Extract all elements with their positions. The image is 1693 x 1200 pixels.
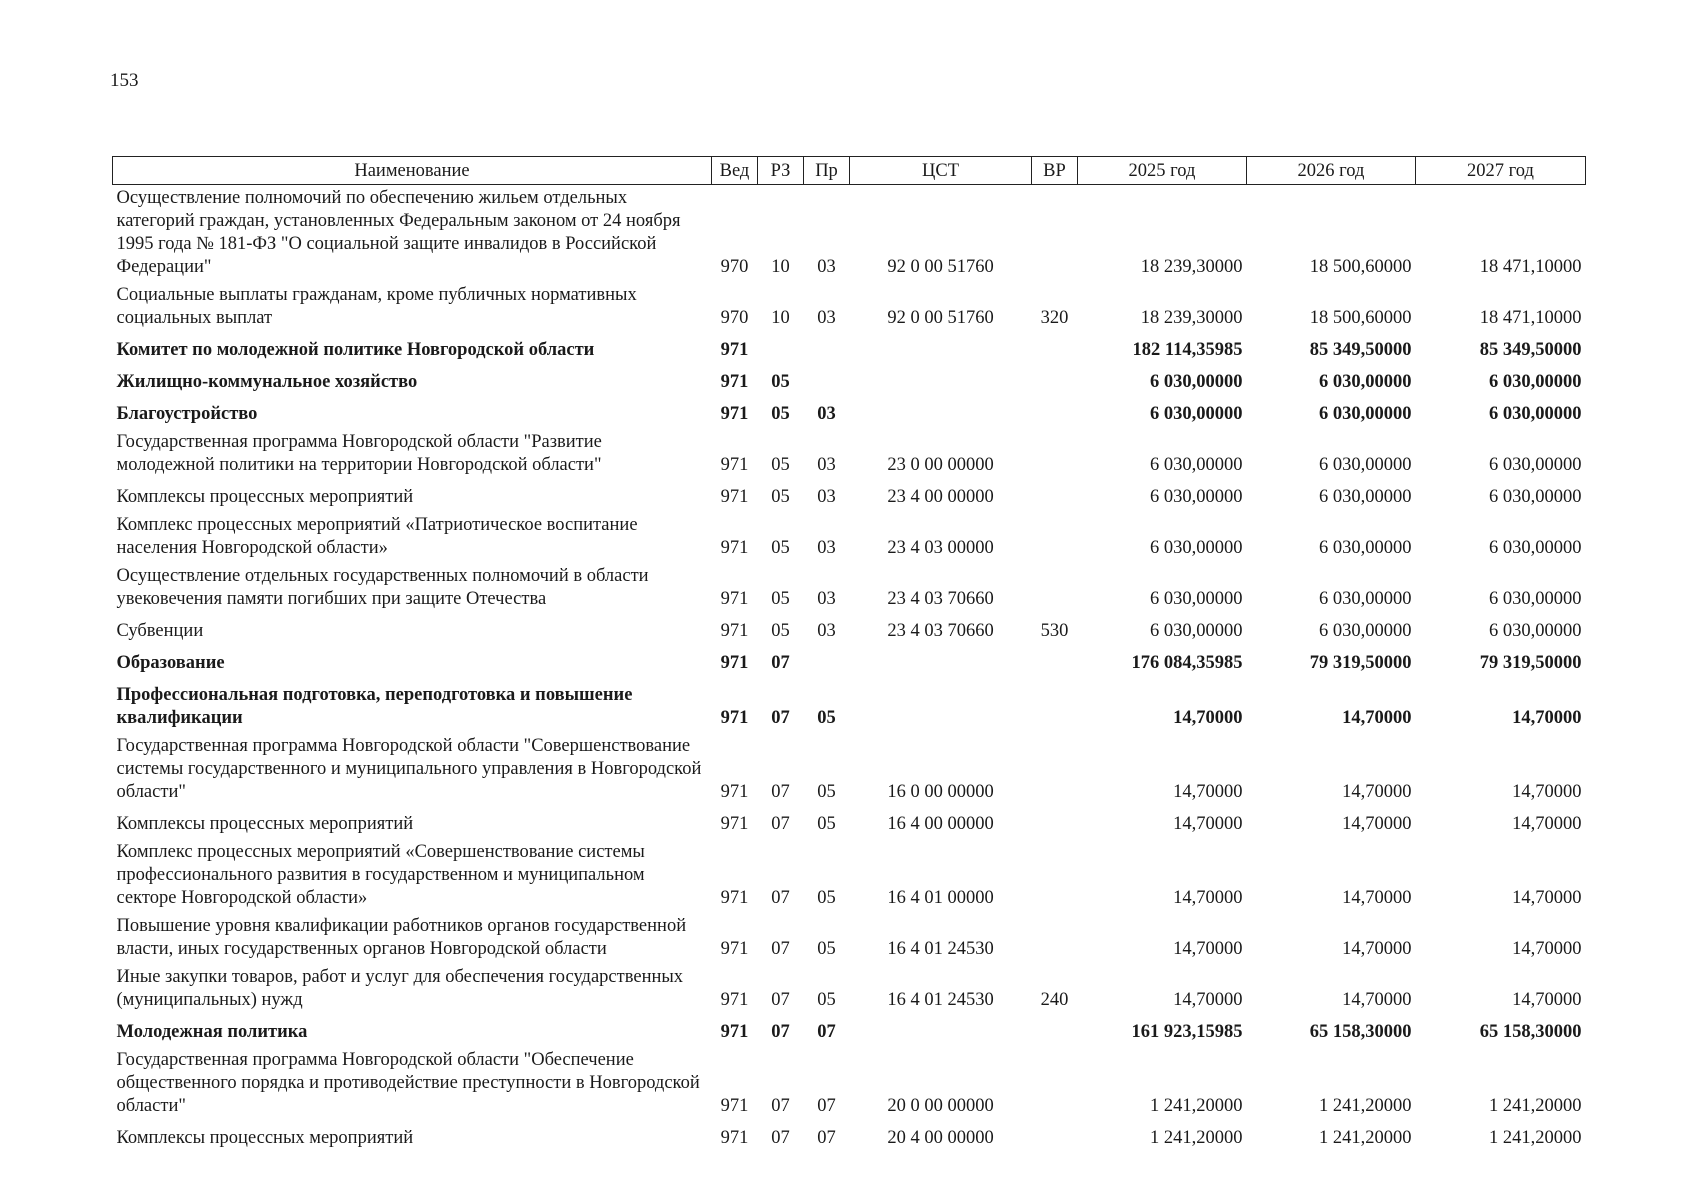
cell-2026: 1 241,20000 (1319, 1128, 1412, 1148)
cell-rz: 07 (771, 939, 790, 959)
cell-rz: 07 (771, 888, 790, 908)
table-row (113, 512, 1586, 563)
cell-name: Комитет по молодежной политике Новгородской области (116, 340, 595, 360)
cell-2027: 14,70000 (1512, 782, 1582, 802)
cell-2026: 6 030,00000 (1319, 372, 1412, 392)
cell-vr: 240 (1040, 990, 1069, 1010)
table-row (113, 964, 1586, 1015)
table-row (113, 480, 1586, 512)
cell-cst: 23 4 03 70660 (887, 589, 994, 609)
cell-2026: 6 030,00000 (1319, 621, 1412, 641)
cell-ved: 970 (720, 308, 749, 328)
cell-cst: 16 4 00 00000 (887, 814, 994, 834)
cell-pr: 05 (817, 782, 836, 802)
budget-table (112, 156, 1586, 1153)
cell-name: Повышение уровня квалификации работников органов государственной власти, иных государственных органов Новгородской области (116, 916, 687, 959)
cell-ved: 971 (720, 487, 749, 507)
header-name: Наименование (113, 157, 712, 185)
cell-2025: 182 114,35985 (1132, 340, 1243, 360)
table-row (113, 807, 1586, 839)
cell-ved: 971 (720, 455, 749, 475)
cell-name: Комплексы процессных мероприятий (116, 814, 414, 834)
cell-cst: 23 4 03 00000 (887, 538, 994, 558)
cell-name: Комплекс процессных мероприятий «Патриотическое воспитание населения Новгородской области» (116, 515, 638, 558)
table-row (113, 1015, 1586, 1047)
header-2026: 2026 год (1247, 157, 1416, 185)
table-row (113, 333, 1586, 365)
cell-rz: 07 (771, 814, 790, 834)
cell-2025: 18 239,30000 (1140, 257, 1243, 277)
cell-vr (1032, 333, 1078, 365)
cell-pr: 03 (817, 621, 836, 641)
cell-rz (758, 333, 804, 365)
cell-2025: 14,70000 (1173, 888, 1243, 908)
cell-2027: 65 158,30000 (1479, 1022, 1582, 1042)
cell-vr (1032, 839, 1078, 913)
header-cst: ЦСТ (850, 157, 1032, 185)
cell-name: Осуществление полномочий по обеспечению жильем отдельных категорий граждан, установленных Федеральным законом от 24 ноября 1995 года № 181-ФЗ "О социальной защите инвалидов в Российской Федерации" (116, 188, 681, 277)
cell-rz: 05 (771, 404, 790, 424)
header-2025: 2025 год (1078, 157, 1247, 185)
cell-2025: 18 239,30000 (1140, 308, 1243, 328)
cell-pr: 07 (817, 1096, 836, 1116)
cell-2025: 6 030,00000 (1150, 404, 1243, 424)
table-row (113, 282, 1586, 333)
cell-rz: 05 (771, 589, 790, 609)
cell-name: Профессиональная подготовка, переподготовка и повышение квалификации (116, 685, 633, 728)
table-row (113, 614, 1586, 646)
table-row (113, 646, 1586, 678)
cell-name: Социальные выплаты гражданам, кроме публичных нормативных социальных выплат (116, 285, 637, 328)
cell-pr: 03 (817, 487, 836, 507)
cell-2026: 79 319,50000 (1309, 653, 1412, 673)
header-pr: Пр (804, 157, 850, 185)
cell-ved: 971 (720, 990, 749, 1010)
cell-pr: 05 (817, 888, 836, 908)
cell-2026: 1 241,20000 (1319, 1096, 1412, 1116)
cell-2027: 14,70000 (1512, 814, 1582, 834)
cell-2026: 6 030,00000 (1319, 538, 1412, 558)
cell-ved: 971 (720, 1128, 749, 1148)
cell-cst: 92 0 00 51760 (887, 308, 994, 328)
cell-2027: 85 349,50000 (1479, 340, 1582, 360)
cell-ved: 971 (720, 621, 749, 641)
table-row (113, 839, 1586, 913)
cell-2025: 14,70000 (1173, 814, 1243, 834)
cell-vr (1032, 678, 1078, 733)
cell-rz: 10 (771, 308, 790, 328)
cell-2027: 79 319,50000 (1479, 653, 1582, 673)
cell-cst: 20 0 00 00000 (887, 1096, 994, 1116)
cell-cst (850, 678, 1032, 733)
cell-rz: 07 (771, 990, 790, 1010)
cell-ved: 971 (720, 1096, 749, 1116)
cell-vr (1032, 429, 1078, 480)
cell-2025: 6 030,00000 (1150, 487, 1243, 507)
cell-rz: 07 (771, 1022, 790, 1042)
cell-pr: 03 (817, 257, 836, 277)
cell-2025: 1 241,20000 (1150, 1096, 1243, 1116)
cell-ved: 970 (720, 257, 749, 277)
table-row (113, 1047, 1586, 1121)
cell-pr: 07 (817, 1128, 836, 1148)
cell-vr (1032, 185, 1078, 283)
cell-name: Комплексы процессных мероприятий (116, 1128, 414, 1148)
cell-vr: 530 (1040, 621, 1069, 641)
cell-cst: 20 4 00 00000 (887, 1128, 994, 1148)
cell-2027: 6 030,00000 (1489, 487, 1582, 507)
cell-ved: 971 (720, 538, 749, 558)
cell-name: Государственная программа Новгородской области "Развитие молодежной политики на территории Новгородской области" (116, 432, 602, 475)
cell-2026: 14,70000 (1342, 888, 1412, 908)
cell-ved: 971 (720, 589, 749, 609)
cell-2025: 6 030,00000 (1150, 538, 1243, 558)
cell-2027: 6 030,00000 (1489, 589, 1582, 609)
cell-pr: 03 (817, 538, 836, 558)
table-row (113, 678, 1586, 733)
cell-pr: 05 (817, 708, 836, 728)
cell-2026: 6 030,00000 (1319, 404, 1412, 424)
cell-2027: 14,70000 (1512, 888, 1582, 908)
page-number: 153 (110, 70, 139, 91)
cell-cst: 23 4 00 00000 (887, 487, 994, 507)
cell-2026: 85 349,50000 (1309, 340, 1412, 360)
table-row (113, 913, 1586, 964)
header-ved: Вед (712, 157, 758, 185)
cell-2027: 14,70000 (1512, 990, 1582, 1010)
cell-2026: 14,70000 (1342, 939, 1412, 959)
cell-2026: 14,70000 (1342, 814, 1412, 834)
cell-cst (850, 646, 1032, 678)
cell-name: Жилищно-коммунальное хозяйство (116, 372, 418, 392)
cell-vr (1032, 397, 1078, 429)
cell-vr (1032, 646, 1078, 678)
cell-2027: 1 241,20000 (1489, 1096, 1582, 1116)
cell-2026: 14,70000 (1342, 708, 1412, 728)
cell-2026: 18 500,60000 (1309, 257, 1412, 277)
cell-vr (1032, 1047, 1078, 1121)
cell-2027: 6 030,00000 (1489, 455, 1582, 475)
cell-pr: 03 (817, 455, 836, 475)
cell-cst: 16 4 01 00000 (887, 888, 994, 908)
cell-2027: 18 471,10000 (1479, 257, 1582, 277)
cell-cst: 23 4 03 70660 (887, 621, 994, 641)
cell-pr: 03 (817, 308, 836, 328)
cell-name: Осуществление отдельных государственных полномочий в области увековечения памяти погибших при защите Отечества (116, 566, 649, 609)
header-rz: РЗ (758, 157, 804, 185)
cell-pr (804, 646, 850, 678)
table-row (113, 429, 1586, 480)
cell-vr (1032, 480, 1078, 512)
cell-pr (804, 333, 850, 365)
cell-name: Государственная программа Новгородской области "Совершенствование системы государственного и муниципального управления в Новгородской области" (116, 736, 702, 802)
cell-cst (850, 397, 1032, 429)
cell-pr: 03 (817, 589, 836, 609)
cell-2026: 6 030,00000 (1319, 589, 1412, 609)
table-header-row (113, 157, 1586, 185)
cell-name: Образование (116, 653, 225, 673)
cell-2025: 14,70000 (1173, 990, 1243, 1010)
cell-cst: 92 0 00 51760 (887, 257, 994, 277)
cell-2026: 14,70000 (1342, 990, 1412, 1010)
cell-ved: 971 (720, 340, 749, 360)
cell-pr: 05 (817, 814, 836, 834)
cell-2026: 18 500,60000 (1309, 308, 1412, 328)
cell-name: Благоустройство (116, 404, 258, 424)
cell-pr: 05 (817, 939, 836, 959)
cell-vr (1032, 365, 1078, 397)
cell-2026: 6 030,00000 (1319, 455, 1412, 475)
cell-ved: 971 (720, 708, 749, 728)
cell-cst: 16 4 01 24530 (887, 990, 994, 1010)
cell-pr (804, 365, 850, 397)
cell-rz: 05 (771, 455, 790, 475)
cell-rz: 07 (771, 782, 790, 802)
cell-ved: 971 (720, 372, 749, 392)
cell-2025: 14,70000 (1173, 708, 1243, 728)
cell-name: Комплекс процессных мероприятий «Совершенствование системы профессионального развития в государственном и муниципальном секторе Новгородской области» (116, 842, 645, 908)
cell-cst: 16 0 00 00000 (887, 782, 994, 802)
cell-ved: 971 (720, 782, 749, 802)
table-row (113, 563, 1586, 614)
cell-2027: 14,70000 (1512, 939, 1582, 959)
cell-vr (1032, 1015, 1078, 1047)
table-row (113, 1121, 1586, 1153)
cell-2025: 6 030,00000 (1150, 372, 1243, 392)
cell-2027: 6 030,00000 (1489, 404, 1582, 424)
cell-pr: 07 (817, 1022, 836, 1042)
cell-cst (850, 1015, 1032, 1047)
cell-rz: 05 (771, 621, 790, 641)
cell-ved: 971 (720, 653, 749, 673)
cell-2025: 161 923,15985 (1131, 1022, 1243, 1042)
header-2027: 2027 год (1416, 157, 1586, 185)
cell-cst (850, 365, 1032, 397)
cell-ved: 971 (720, 939, 749, 959)
cell-vr (1032, 913, 1078, 964)
cell-rz: 10 (771, 257, 790, 277)
cell-2025: 6 030,00000 (1150, 589, 1243, 609)
cell-ved: 971 (720, 888, 749, 908)
cell-2025: 14,70000 (1173, 939, 1243, 959)
cell-cst: 16 4 01 24530 (887, 939, 994, 959)
cell-rz: 07 (771, 1096, 790, 1116)
table-row (113, 185, 1586, 283)
header-vr: ВР (1032, 157, 1078, 185)
cell-2027: 6 030,00000 (1489, 372, 1582, 392)
cell-vr (1032, 1121, 1078, 1153)
cell-pr: 03 (817, 404, 836, 424)
cell-2026: 14,70000 (1342, 782, 1412, 802)
cell-vr (1032, 563, 1078, 614)
cell-cst: 23 0 00 00000 (887, 455, 994, 475)
cell-vr: 320 (1040, 308, 1069, 328)
cell-2027: 1 241,20000 (1489, 1128, 1582, 1148)
cell-rz: 05 (771, 372, 790, 392)
cell-rz: 07 (771, 708, 790, 728)
cell-2026: 6 030,00000 (1319, 487, 1412, 507)
cell-vr (1032, 733, 1078, 807)
cell-2026: 65 158,30000 (1309, 1022, 1412, 1042)
cell-2025: 1 241,20000 (1150, 1128, 1243, 1148)
cell-name: Молодежная политика (116, 1022, 308, 1042)
cell-cst (850, 333, 1032, 365)
cell-2025: 6 030,00000 (1150, 621, 1243, 641)
table-body (113, 185, 1586, 1154)
cell-ved: 971 (720, 1022, 749, 1042)
cell-vr (1032, 807, 1078, 839)
cell-ved: 971 (720, 814, 749, 834)
table-row (113, 397, 1586, 429)
cell-2027: 14,70000 (1512, 708, 1582, 728)
cell-name: Комплексы процессных мероприятий (116, 487, 414, 507)
cell-2025: 176 084,35985 (1131, 653, 1243, 673)
cell-vr (1032, 512, 1078, 563)
cell-2025: 6 030,00000 (1150, 455, 1243, 475)
cell-rz: 07 (771, 1128, 790, 1148)
cell-name: Государственная программа Новгородской области "Обеспечение общественного порядка и противодействие преступности в Новгородской области" (116, 1050, 700, 1116)
cell-2027: 18 471,10000 (1479, 308, 1582, 328)
cell-name: Субвенции (116, 621, 204, 641)
cell-pr: 05 (817, 990, 836, 1010)
cell-rz: 07 (771, 653, 790, 673)
cell-2027: 6 030,00000 (1489, 538, 1582, 558)
table-row (113, 733, 1586, 807)
cell-ved: 971 (720, 404, 749, 424)
cell-rz: 05 (771, 487, 790, 507)
cell-rz: 05 (771, 538, 790, 558)
cell-2027: 6 030,00000 (1489, 621, 1582, 641)
table-row (113, 365, 1586, 397)
cell-2025: 14,70000 (1173, 782, 1243, 802)
cell-name: Иные закупки товаров, работ и услуг для обеспечения государственных (муниципальных) нужд (116, 967, 684, 1010)
